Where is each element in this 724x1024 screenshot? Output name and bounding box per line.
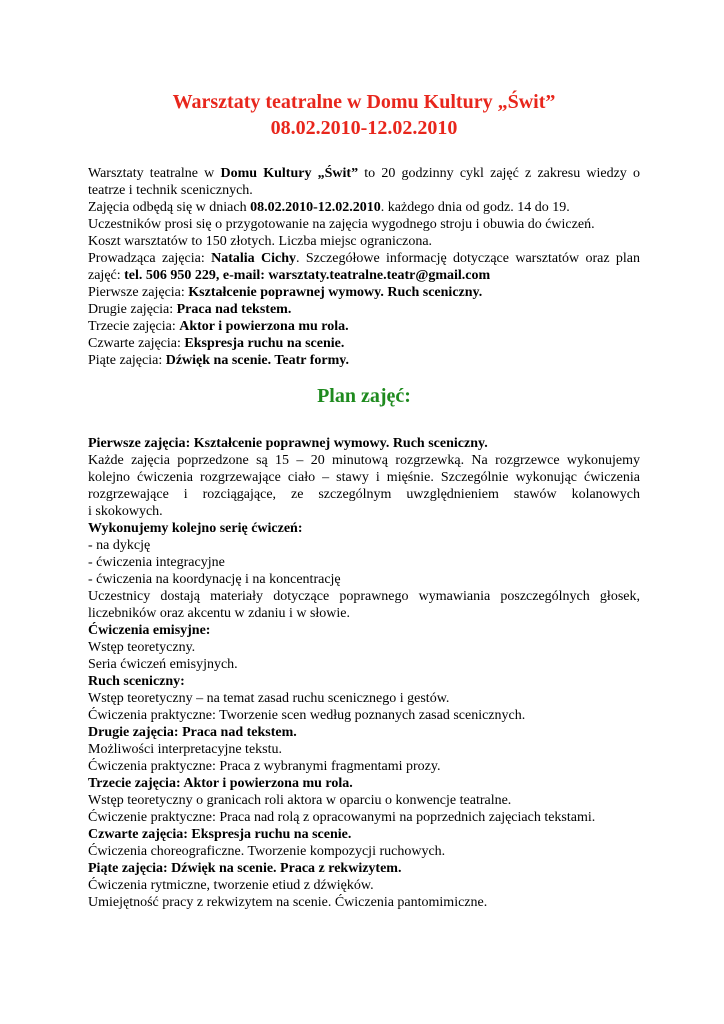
intro-line: teatrze i technik scenicznych. <box>88 183 253 198</box>
emission-heading: Ćwiczenia emisyjne: <box>88 623 211 638</box>
list-item: - na dykcję <box>88 538 151 553</box>
paragraph-line: Umiejętność pracy z rekwizytem na scenie. Ćwiczenia pantomimiczne. <box>88 895 488 910</box>
paragraph-line: kolejno ćwiczenia rozgrzewające ciało – stawy i mięśnie. Szczególnie wykonując ćwiczenia <box>88 470 640 485</box>
series-heading: Wykonujemy kolejno serię ćwiczeń: <box>88 521 303 536</box>
intro-line: Uczestników prosi się o przygotowanie na zajęcia wygodnego stroju i obuwia do ćwiczeń. <box>88 217 595 232</box>
document-title: Warsztaty teatralne w Domu Kultury „Świt” <box>172 91 556 113</box>
intro-cost-line: Koszt warsztatów to 150 złotych. Liczba miejsc ograniczona. <box>88 234 433 249</box>
paragraph-line: Ćwiczenia rytmiczne, tworzenie etiud z dźwięków. <box>88 878 374 893</box>
paragraph-line: i skokowych. <box>88 504 163 519</box>
session-5-heading: Piąte zajęcia: Dźwięk na scenie. Praca z rekwizytem. <box>88 861 402 876</box>
intro-line: Warsztaty teatralne w Domu Kultury „Świt” to 20 godzinny cykl zajęć z zakresu wiedzy o <box>88 166 640 181</box>
session-2-heading: Drugie zajęcia: Praca nad tekstem. <box>88 725 297 740</box>
movement-heading: Ruch sceniczny: <box>88 674 185 689</box>
session-1-heading: Pierwsze zajęcia: Kształcenie poprawnej wymowy. Ruch sceniczny. <box>88 436 488 451</box>
plan-heading: Plan zajęć: <box>317 385 411 407</box>
document-date-range: 08.02.2010-12.02.2010 <box>270 117 458 139</box>
paragraph-line: Wstęp teoretyczny – na temat zasad ruchu scenicznego i gestów. <box>88 691 450 706</box>
list-item: - ćwiczenia integracyjne <box>88 555 225 570</box>
session-3-heading: Trzecie zajęcia: Aktor i powierzona mu rola. <box>88 776 353 791</box>
paragraph-line: Seria ćwiczeń emisyjnych. <box>88 657 238 672</box>
paragraph-line: Ćwiczenia choreograficzne. Tworzenie kompozycji ruchowych. <box>88 844 446 859</box>
paragraph-line: Uczestnicy dostają materiały dotyczące poprawnego wymawiania poszczególnych głosek, <box>88 589 640 604</box>
plan-section <box>88 435 640 911</box>
intro-contact-line: zajęć: tel. 506 950 229, e-mail: warsztaty.teatralne.teatr@gmail.com <box>88 268 491 283</box>
paragraph-line: Wstęp teoretyczny o granicach roli aktora w oparciu o konwencje teatralne. <box>88 793 512 808</box>
session-summary: Czwarte zajęcia: Ekspresja ruchu na scenie. <box>88 336 345 351</box>
session-4-heading: Czwarte zajęcia: Ekspresja ruchu na scenie. <box>88 827 352 842</box>
intro-section <box>88 165 640 369</box>
session-summary: Pierwsze zajęcia: Kształcenie poprawnej wymowy. Ruch sceniczny. <box>88 285 483 300</box>
paragraph-line: rozgrzewające i rozciągające, ze szczególnym uwzględnieniem stawów kolanowych <box>88 487 640 502</box>
paragraph-line: Wstęp teoretyczny. <box>88 640 196 655</box>
paragraph-line: Każde zajęcia poprzedzone są 15 – 20 minutową rozgrzewką. Na rozgrzewce wykonujemy <box>88 453 640 468</box>
intro-dates-line: Zajęcia odbędą się w dniach 08.02.2010-12.02.2010. każdego dnia od godz. 14 do 19. <box>88 200 570 215</box>
paragraph-line: liczebników oraz akcentu w zdaniu i w słowie. <box>88 606 351 621</box>
intro-instructor-line: Prowadząca zajęcia: Natalia Cichy. Szczegółowe informację dotyczące warsztatów oraz plan <box>88 251 640 266</box>
paragraph-line: Ćwiczenia praktyczne: Praca z wybranymi fragmentami prozy. <box>88 759 441 774</box>
paragraph-line: Ćwiczenie praktyczne: Praca nad rolą z opracowanymi na poprzednich zajęciach tekstami. <box>88 810 596 825</box>
session-summary: Trzecie zajęcia: Aktor i powierzona mu rola. <box>88 319 349 334</box>
session-summary: Drugie zajęcia: Praca nad tekstem. <box>88 302 292 317</box>
paragraph-line: Ćwiczenia praktyczne: Tworzenie scen według poznanych zasad scenicznych. <box>88 708 526 723</box>
paragraph-line: Możliwości interpretacyjne tekstu. <box>88 742 282 757</box>
list-item: - ćwiczenia na koordynację i na koncentrację <box>88 572 341 587</box>
session-summary: Piąte zajęcia: Dźwięk na scenie. Teatr formy. <box>88 353 350 368</box>
